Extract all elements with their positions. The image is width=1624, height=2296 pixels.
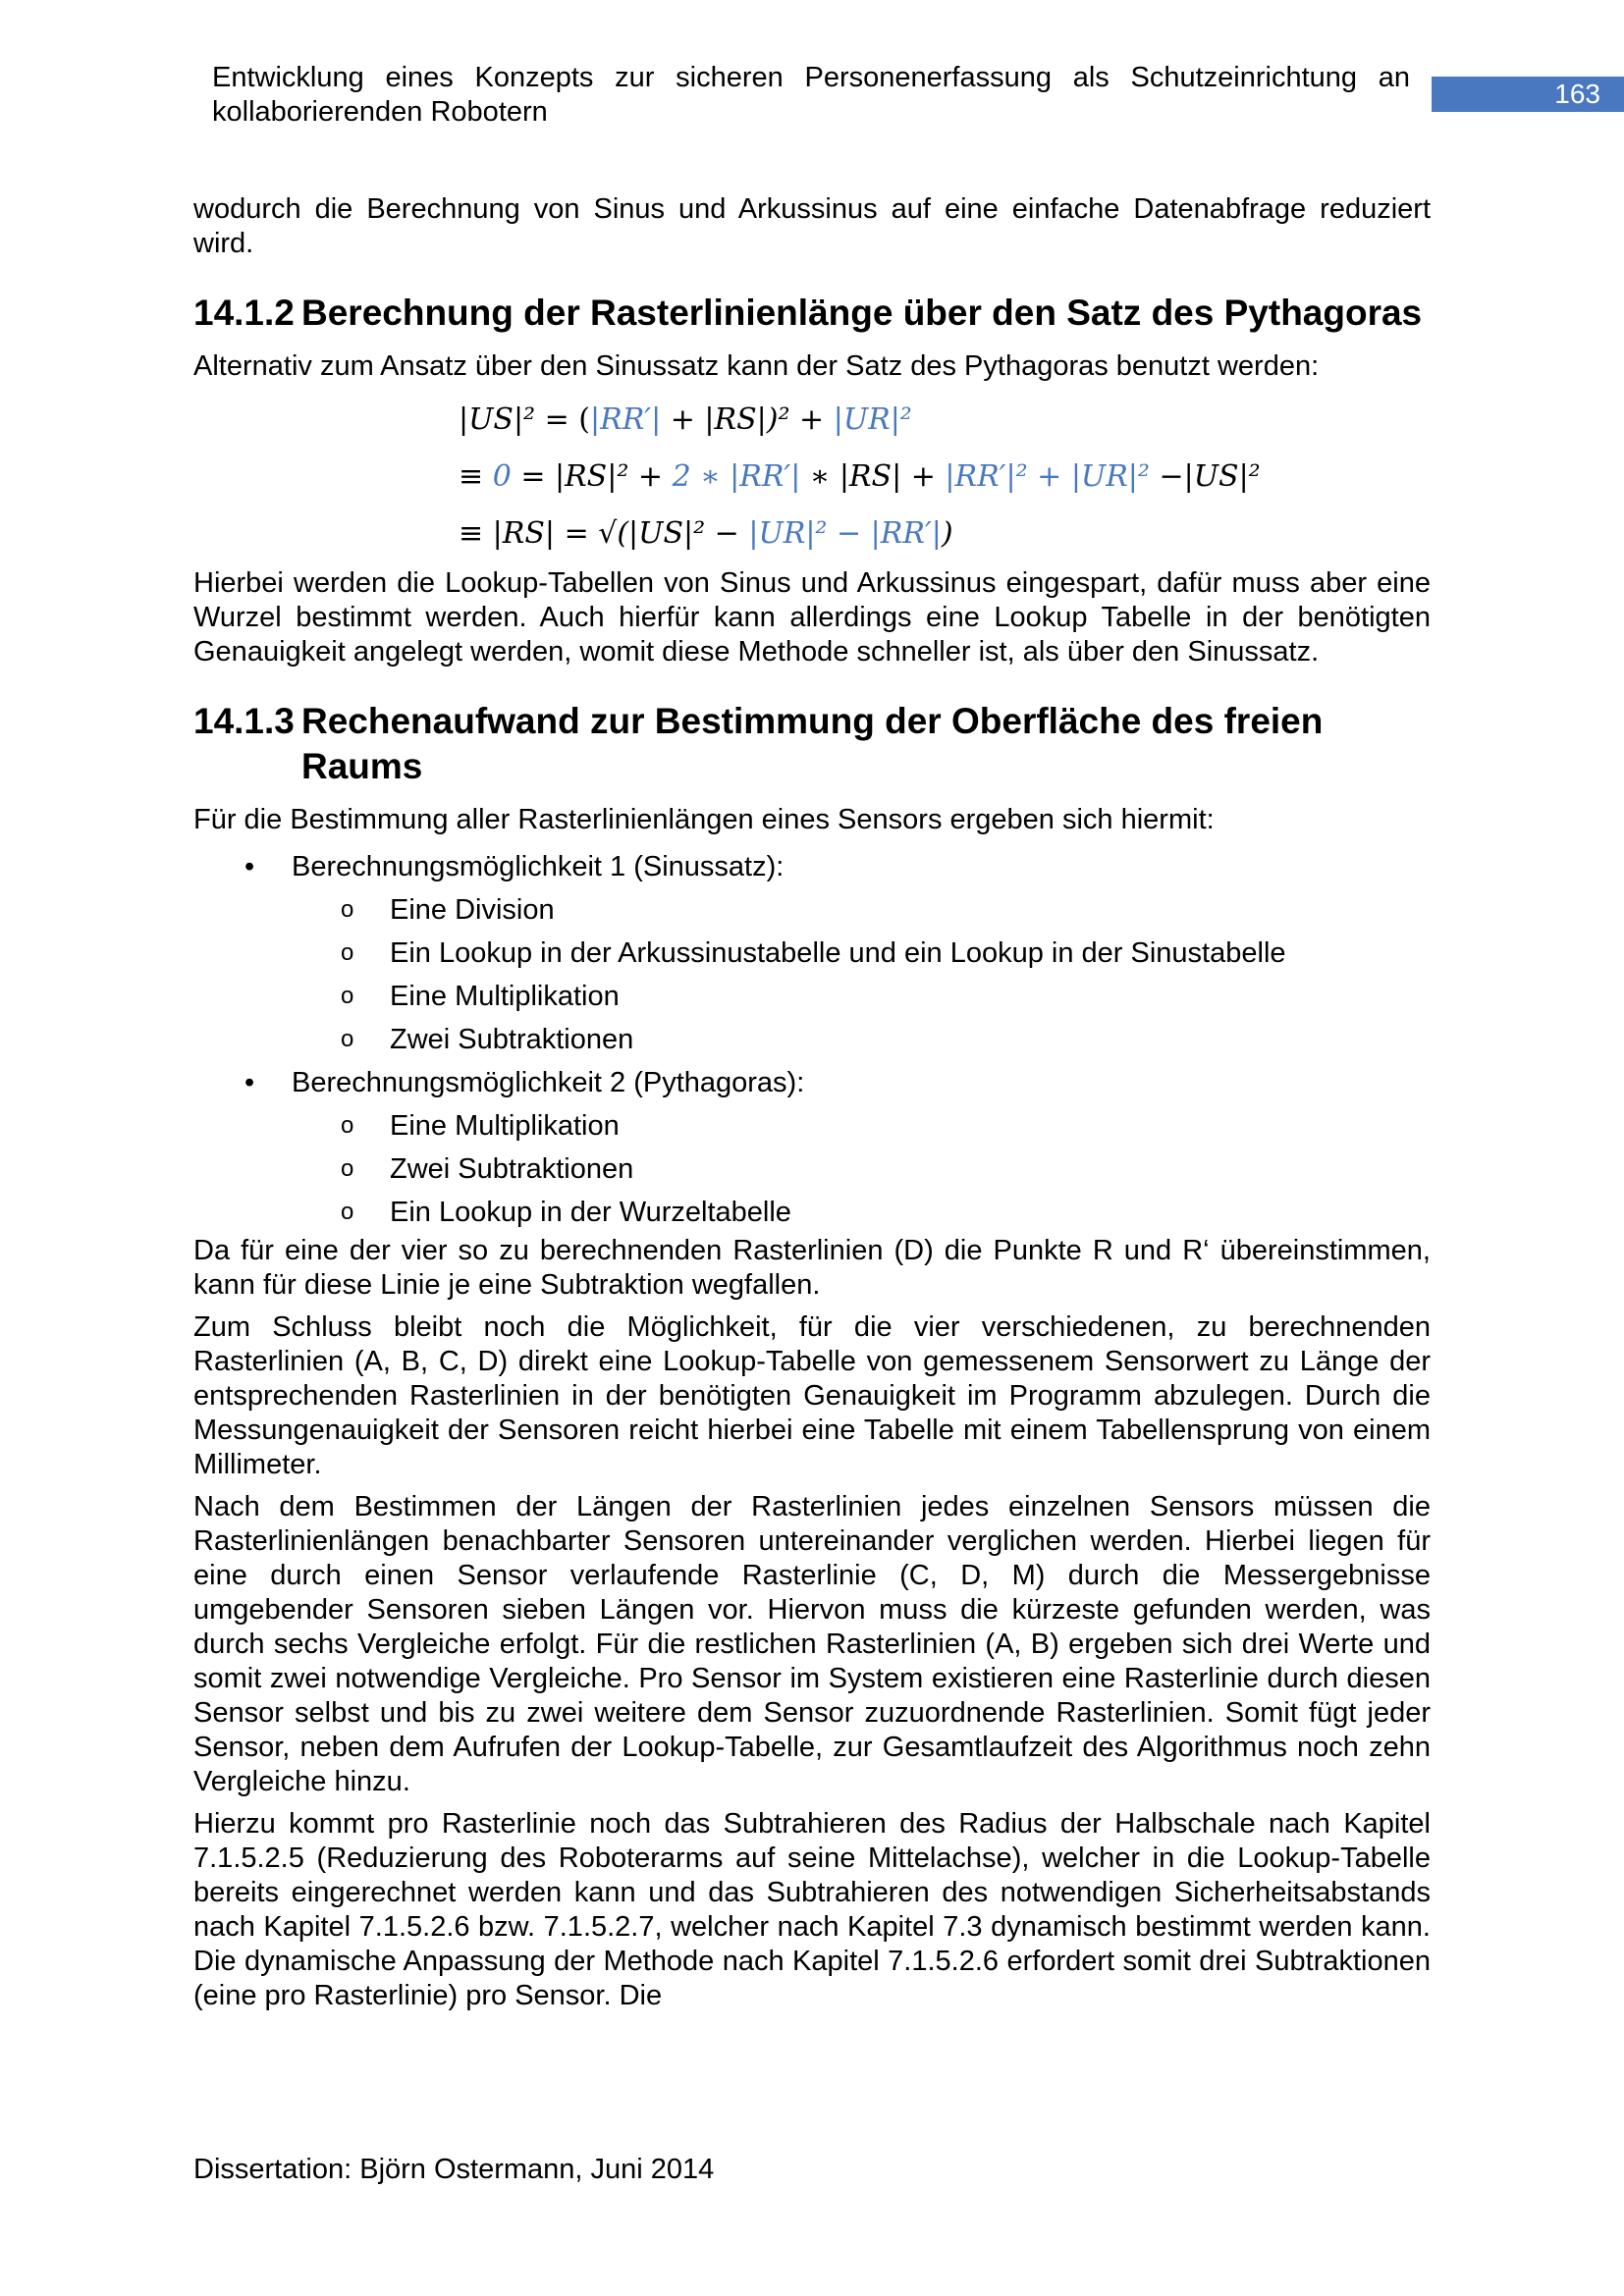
section-number: 14.1.3 <box>193 701 295 741</box>
paragraph: Hierbei werden die Lookup-Tabellen von Sinus und Arkussinus eingespart, dafür muss aber eine Wurzel bestimmt werden. Auch hierfür kann allerdings eine Lookup Tabelle in der benötigten Genauigkeit angelegt werden, womit diese Methode schneller ist, als über den Sinussatz. <box>193 567 1431 667</box>
term: + |RS|)² + <box>661 402 834 437</box>
paragraph: Nach dem Bestimmen der Längen der Rasterlinien jedes einzelnen Sensors müssen die Rasterlinienlängen benachbarter Sensoren untereinander verglichen werden. Hierbei liegen für eine durch einen Sensor verlaufende Rasterlinie (C, D, M) durch die Messergebnisse umgebender Sensoren sieben Längen vor. Hiervon muss die kürzeste gefunden werden, was durch sechs Vergleiche erfolgt. Für die restlichen Rasterlinien (A, B) ergeben sich drei Werte und somit zwei notwendige Vergleiche. Pro Sensor im System existieren eine Rasterlinie durch diesen Sensor selbst und bis zu zwei weitere dem Sensor zuzuordnende Rasterlinien. Somit fügt jeder Sensor, neben dem Aufrufen der Lookup-Tabelle, zur Gesamtlaufzeit des Algorithmus noch zehn Vergleiche hinzu. <box>193 1491 1431 1797</box>
list-item-method-1 <box>193 845 1431 1061</box>
term: |US|² <box>459 402 536 437</box>
sublist-item: o Zwei Subtraktionen <box>193 1148 1431 1191</box>
list-item-method-2 <box>193 1061 1431 1234</box>
sublist-item: o Eine Multiplikation <box>193 975 1431 1018</box>
paragraph: Für die Bestimmung aller Rasterlinienlängen eines Sensors ergeben sich hiermit: <box>193 804 1215 835</box>
term: ∗ |RS| + <box>800 459 946 494</box>
paragraph: Hierzu kommt pro Rasterlinie noch das Subtrahieren des Radius der Halbschale nach Kapitel 7.1.5.2.5 (Reduzierung des Roboterarms auf seine Mittelachse), welcher in die Lookup-Tabelle bereits eingerechnet werden kann und das Subtrahieren des notwendigen Sicherheitsabstands nach Kapitel 7.1.5.2.6 bzw. 7.1.5.2.7, welcher nach Kapitel 7.3 dynamisch bestimmt werden kann. Die dynamische Anpassung der Methode nach Kapitel 7.1.5.2.6 erfordert somit drei Subtraktionen (eine pro Rasterlinie) pro Sensor. Die <box>193 1808 1431 2011</box>
paragraph: wodurch die Berechnung von Sinus und Arkussinus auf eine einfache Datenabfrage reduziert wird. <box>193 193 1431 259</box>
sublist-item: o Ein Lookup in der Wurzeltabelle <box>193 1191 1431 1234</box>
method-list <box>193 845 1431 1234</box>
page-body <box>193 192 1431 2021</box>
sublist-item: o Ein Lookup in der Arkussinustabelle und ein Lookup in der Sinustabelle <box>193 932 1431 975</box>
term: ) <box>941 516 953 551</box>
term-highlight: |UR|² <box>833 402 912 437</box>
sublist-item: o Eine Division <box>193 888 1431 932</box>
section-heading-14-1-2 <box>193 291 1431 336</box>
sublist-item: o Eine Multiplikation <box>193 1104 1431 1148</box>
term: ≡ |RS| = √(|US|² − <box>459 516 749 551</box>
equation-block <box>459 392 1431 562</box>
paragraph: Zum Schluss bleibt noch die Möglichkeit, für die vier verschiedenen, zu berechnenden Rasterlinien (A, B, C, D) direkt eine Lookup-Tabelle von gemessenem Sensorwert zu Länge der entsprechenden Rasterlinien in der benötigten Genauigkeit im Programm abzulegen. Durch die Messungenauigkeit der Sensoren reicht hierbei eine Tabelle mit einem Tabellensprung von einem Millimeter. <box>193 1311 1431 1480</box>
term-highlight: 0 <box>492 459 512 494</box>
term-highlight: |RR′| <box>590 402 662 437</box>
term-highlight: |UR|² − |RR′| <box>748 516 942 551</box>
sublist <box>292 888 1431 1061</box>
section-heading-14-1-3 <box>193 699 1431 789</box>
equation-line-3 <box>459 506 1431 562</box>
list-item-label: Berechnungsmöglichkeit 1 (Sinussatz): <box>292 851 785 882</box>
page-number-badge: 163 <box>1432 77 1624 112</box>
paragraph: Da für eine der vier so zu berechnenden Rasterlinien (D) die Punkte R und R‘ übereinstimmen, kann für diese Linie je eine Subtraktion wegfallen. <box>193 1235 1431 1301</box>
section-number: 14.1.2 <box>193 293 295 333</box>
term: −|US|² <box>1149 459 1261 494</box>
sublist <box>292 1104 1431 1234</box>
paragraph: Alternativ zum Ansatz über den Sinussatz kann der Satz des Pythagoras benutzt werden: <box>193 350 1320 382</box>
sublist-item: o Zwei Subtraktionen <box>193 1018 1431 1061</box>
term-highlight: 2 ∗ |RR′| <box>672 459 801 494</box>
section-title: Berechnung der Rasterlinienlänge über den Satz des Pythagoras <box>301 293 1423 333</box>
equation-line-1 <box>459 392 1431 449</box>
section-title: Rechenaufwand zur Bestimmung der Oberfläche des freien Raums <box>301 701 1324 786</box>
running-header: Entwicklung eines Konzepts zur sicheren Personenerfassung als Schutzeinrichtung an kollaborierenden Robotern <box>212 62 1410 128</box>
operator: ≡ <box>459 459 493 494</box>
equation-line-2 <box>459 449 1431 506</box>
page-footer: Dissertation: Björn Ostermann, Juni 2014 <box>193 2154 715 2185</box>
term-highlight: |RR′|² + |UR|² <box>945 459 1150 494</box>
list-item-label: Berechnungsmöglichkeit 2 (Pythagoras): <box>292 1067 805 1098</box>
term: = |RS|² + <box>511 459 673 494</box>
operator: = ( <box>535 402 590 437</box>
